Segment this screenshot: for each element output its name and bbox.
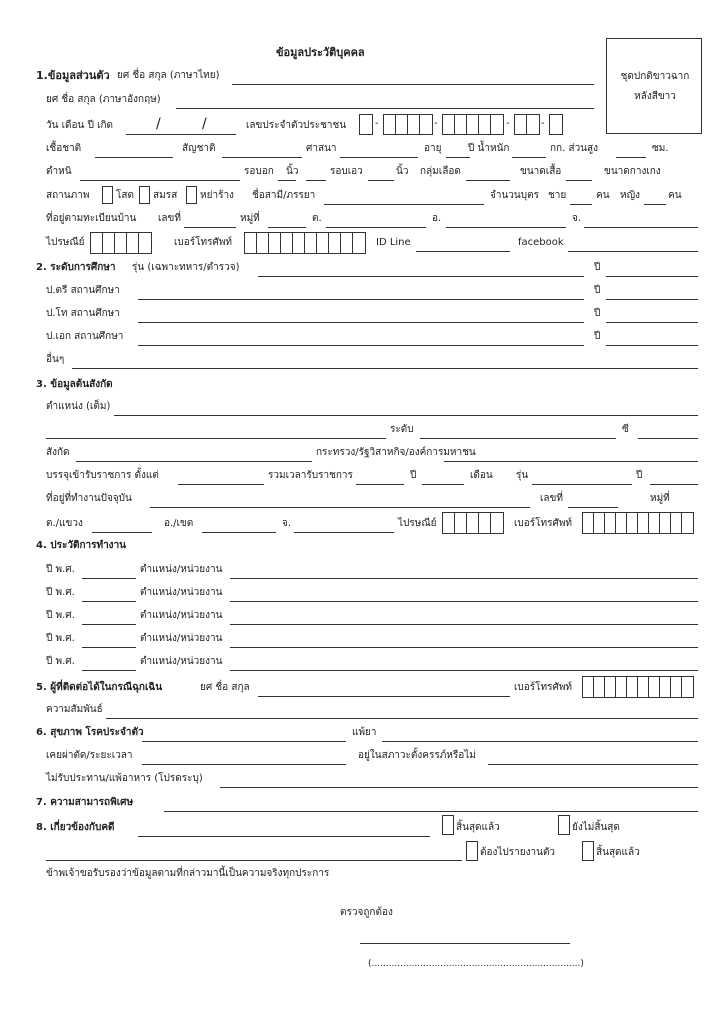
- male-count-field[interactable]: [570, 204, 592, 205]
- case-detail-field[interactable]: [46, 860, 462, 861]
- work-row-year-field[interactable]: [82, 601, 136, 602]
- blood-label: กลุ่มเลือด: [420, 166, 461, 177]
- report-ended-label: สิ้นสุดแล้ว: [596, 847, 640, 858]
- mark-label: ตำหนิ: [46, 166, 72, 177]
- phone-label: เบอร์โทรศัพท์: [174, 237, 233, 248]
- food-label: ไม่รับประทาน/แพ้อาหาร (โปรดระบุ): [46, 773, 203, 784]
- name-th-field[interactable]: [232, 84, 594, 85]
- facebook-field[interactable]: [568, 251, 698, 252]
- class-field[interactable]: [258, 276, 584, 277]
- other-edu-label: อื่นๆ: [46, 354, 65, 365]
- workplace-field[interactable]: [150, 507, 530, 508]
- bachelor-field[interactable]: [138, 299, 584, 300]
- doctor-field[interactable]: [138, 345, 584, 346]
- waist-field[interactable]: [368, 180, 394, 181]
- bachelor-year-field[interactable]: [606, 299, 698, 300]
- work-row-year-label: ปี พ.ศ.: [46, 610, 75, 621]
- photo-box[interactable]: [606, 38, 702, 134]
- postcode-label: ไปรษณีย์: [46, 237, 85, 248]
- level-field[interactable]: [420, 438, 616, 439]
- work-row-year-field[interactable]: [82, 670, 136, 671]
- id-dash-4: -: [541, 118, 545, 129]
- affiliation-label: สังกัด: [46, 447, 70, 458]
- work-tambon-field[interactable]: [92, 532, 152, 533]
- divorced-label: หย่าร้าง: [200, 190, 234, 201]
- pants-label: ขนาดกางเกง: [604, 166, 661, 177]
- master-label: ป.โท สถานศึกษา: [46, 308, 120, 319]
- work-row-pos-label: ตำแหน่ง/หน่วยงาน: [140, 610, 223, 621]
- chest-label: รอบอก: [244, 166, 274, 177]
- master-year-field[interactable]: [606, 322, 698, 323]
- position-label: ตำแหน่ง (เต็ม): [46, 401, 111, 412]
- work-postcode-label: ไปรษณีย์: [398, 518, 437, 529]
- tambon-label: ต.: [312, 213, 322, 224]
- work-province-field[interactable]: [294, 532, 394, 533]
- affiliation-field[interactable]: [76, 461, 312, 462]
- shirt-label: ขนาดเสื้อ: [520, 166, 562, 177]
- appointed-field[interactable]: [178, 484, 264, 485]
- gen-label: รุ่น: [516, 470, 529, 481]
- work-row-pos-label: ตำแหน่ง/หน่วยงาน: [140, 564, 223, 575]
- work-no-label: เลขที่: [540, 493, 563, 504]
- gen-field[interactable]: [532, 484, 632, 485]
- case-ended-checkbox[interactable]: [442, 815, 454, 835]
- c-label: ซี: [622, 424, 629, 435]
- moo-label: หมู่ที่: [240, 213, 260, 224]
- work-postcode-boxes[interactable]: [442, 512, 504, 534]
- female-count-field[interactable]: [644, 204, 666, 205]
- line-id-field[interactable]: [416, 251, 510, 252]
- tambon-field[interactable]: [326, 227, 426, 228]
- work-row-year-field[interactable]: [82, 624, 136, 625]
- total-years-field[interactable]: [356, 484, 404, 485]
- work-row-year-label: ปี พ.ศ.: [46, 564, 75, 575]
- work-row-pos-field[interactable]: [230, 670, 698, 671]
- dob-label: วัน เดือน ปี เกิด: [46, 120, 114, 131]
- spouse-field[interactable]: [324, 204, 484, 205]
- weight-field[interactable]: [512, 157, 546, 158]
- married-checkbox[interactable]: [139, 186, 150, 204]
- allergy-label: แพ้ยา: [352, 727, 377, 738]
- relation-field[interactable]: [106, 718, 698, 719]
- work-amphoe-field[interactable]: [202, 532, 276, 533]
- married-label: สมรส: [153, 190, 178, 201]
- emergency-phone-boxes[interactable]: [582, 676, 694, 698]
- house-no-label: เลขที่: [158, 213, 181, 224]
- province-field[interactable]: [584, 227, 698, 228]
- female-label: หญิง: [620, 190, 640, 201]
- nationality-label: สัญชาติ: [182, 143, 216, 154]
- work-phone-label: เบอร์โทรศัพท์: [514, 518, 573, 529]
- work-row-pos-field[interactable]: [230, 624, 698, 625]
- waist-inch-label: นิ้ว: [396, 166, 409, 177]
- single-checkbox[interactable]: [102, 186, 113, 204]
- case-ended-label: สิ้นสุดแล้ว: [456, 822, 500, 833]
- total-months-field[interactable]: [422, 484, 464, 485]
- surgery-label: เคยผ่าตัด/ระยะเวลา: [46, 750, 133, 761]
- waist-label: รอบเอว: [330, 166, 363, 177]
- female-person-label: คน: [668, 190, 682, 201]
- gen-year-label: ปี: [636, 470, 643, 481]
- pregnant-label: อยู่ในสภาวะตั้งครรภ์หรือไม่: [358, 750, 476, 761]
- case-not-ended-label: ยังไม่สิ้นสุด: [572, 822, 620, 833]
- mark-field[interactable]: [80, 180, 240, 181]
- work-row-year-field[interactable]: [82, 578, 136, 579]
- total-months-label: เดือน: [470, 470, 493, 481]
- class-label: รุ่น (เฉพาะทหาร/ตำรวจ): [132, 262, 240, 273]
- name-en-field[interactable]: [176, 108, 594, 109]
- emergency-name-label: ยศ ชื่อ สกุล: [200, 682, 250, 693]
- work-row-pos-field[interactable]: [230, 578, 698, 579]
- allergy-field[interactable]: [382, 741, 698, 742]
- single-label: โสด: [116, 190, 134, 201]
- work-row-year-label: ปี พ.ศ.: [46, 587, 75, 598]
- pregnant-field[interactable]: [488, 764, 698, 765]
- address-label: ที่อยู่ตามทะเบียนบ้าน: [46, 213, 137, 224]
- id-dash-3: -: [506, 118, 510, 129]
- chest-field[interactable]: [278, 180, 296, 181]
- other-edu-field[interactable]: [72, 368, 698, 369]
- master-field[interactable]: [138, 322, 584, 323]
- work-province-label: จ.: [282, 518, 292, 529]
- work-row-year-label: ปี พ.ศ.: [46, 633, 75, 644]
- c-field[interactable]: [638, 438, 698, 439]
- male-label: ชาย: [548, 190, 567, 201]
- work-moo-label: หมู่ที่: [650, 493, 670, 504]
- disease-field[interactable]: [142, 741, 346, 742]
- section-2-heading: 2. ระดับการศึกษา: [36, 262, 116, 273]
- photo-caption-2: หลังสีขาว: [634, 91, 676, 102]
- doctor-label: ป.เอก สถานศึกษา: [46, 331, 124, 342]
- appointed-label: บรรจุเข้ารับราชการ ตั้งแต่: [46, 470, 159, 481]
- work-row-pos-label: ตำแหน่ง/หน่วยงาน: [140, 656, 223, 667]
- moo-field[interactable]: [268, 227, 306, 228]
- id-digit-1[interactable]: [359, 114, 373, 135]
- ministry-label: กระทรวง/รัฐวิสาหกิจ/องค์การมหาชน: [316, 447, 476, 458]
- amphoe-field[interactable]: [446, 227, 566, 228]
- cm-label: ซม.: [652, 143, 669, 154]
- status-label: สถานภาพ: [46, 190, 90, 201]
- province-label: จ.: [572, 213, 582, 224]
- blood-field[interactable]: [466, 180, 510, 181]
- signature-line[interactable]: [360, 943, 570, 944]
- ministry-field[interactable]: [444, 461, 698, 462]
- section-8-heading: 8. เกี่ยวข้องกับคดี: [36, 822, 115, 833]
- report-label: ต้องไปรายงานตัว: [480, 847, 556, 858]
- doctor-year-label: ปี: [594, 331, 601, 342]
- emergency-phone-label: เบอร์โทรศัพท์: [514, 682, 573, 693]
- facebook-label: facebook: [518, 237, 564, 248]
- section-1-heading: 1.ข้อมูลส่วนตัว: [36, 69, 110, 82]
- work-row-pos-label: ตำแหน่ง/หน่วยงาน: [140, 633, 223, 644]
- work-row-pos-field[interactable]: [230, 647, 698, 648]
- id-digit-13[interactable]: [549, 114, 563, 135]
- skills-field[interactable]: [164, 811, 698, 812]
- phone-boxes[interactable]: [244, 232, 366, 254]
- chest-inch-label: นิ้ว: [286, 166, 299, 177]
- chest-extra-field[interactable]: [306, 180, 326, 181]
- case-field[interactable]: [138, 836, 430, 837]
- postcode-boxes[interactable]: [90, 232, 152, 254]
- form-title: ข้อมูลประวัติบุคคล: [276, 46, 365, 59]
- amphoe-label: อ.: [432, 213, 442, 224]
- spouse-label: ชื่อสามี/ภรรยา: [252, 190, 316, 201]
- declaration-text: ข้าพเจ้าขอรับรองว่าข้อมูลตามที่กล่าวมานี้เป็นความจริงทุกประการ: [46, 868, 330, 879]
- id-digits-2-5[interactable]: [383, 114, 433, 135]
- id-dash-2: -: [434, 118, 438, 129]
- id-label: เลขประจำตัวประชาชน: [246, 120, 347, 131]
- bachelor-year-label: ปี: [594, 285, 601, 296]
- position-field-2[interactable]: [46, 438, 386, 439]
- surgery-field[interactable]: [142, 764, 346, 765]
- height-label: กก. ส่วนสูง: [550, 143, 599, 154]
- line-id-label: ID Line: [376, 237, 411, 248]
- name-en-label: ยศ ชื่อ สกุล (ภาษาอังกฤษ): [46, 94, 161, 105]
- report-ended-checkbox[interactable]: [582, 841, 594, 861]
- height-field[interactable]: [616, 157, 646, 158]
- work-tambon-label: ต./แขวง: [46, 518, 83, 529]
- dob-field[interactable]: [126, 134, 236, 135]
- name-th-label: ยศ ชื่อ สกุล (ภาษาไทย): [117, 70, 220, 81]
- class-year-label: ปี: [594, 262, 601, 273]
- work-amphoe-label: อ./เขต: [164, 518, 194, 529]
- religion-label: ศาสนา: [306, 143, 337, 154]
- male-person-label: คน: [596, 190, 610, 201]
- section-3-heading: 3. ข้อมูลต้นสังกัด: [36, 379, 113, 390]
- id-dash-1: -: [375, 118, 379, 129]
- work-row-year-field[interactable]: [82, 647, 136, 648]
- case-not-ended-checkbox[interactable]: [558, 815, 570, 835]
- gen-year-field[interactable]: [650, 484, 698, 485]
- work-row-year-label: ปี พ.ศ.: [46, 656, 75, 667]
- master-year-label: ปี: [594, 308, 601, 319]
- age-field[interactable]: [446, 157, 470, 158]
- house-no-field[interactable]: [184, 227, 236, 228]
- id-digits-11-12[interactable]: [514, 114, 540, 135]
- id-digits-6-10[interactable]: [442, 114, 504, 135]
- total-service-label: รวมเวลารับราชการ: [268, 470, 353, 481]
- weight-label: ปี น้ำหนัก: [468, 143, 510, 154]
- divorced-checkbox[interactable]: [186, 186, 197, 204]
- level-label: ระดับ: [390, 424, 414, 435]
- work-phone-boxes[interactable]: [582, 512, 694, 534]
- workplace-label: ที่อยู่ที่ทำงานปัจจุบัน: [46, 493, 132, 504]
- dob-slash-1: /: [156, 116, 161, 132]
- report-checkbox[interactable]: [466, 841, 478, 861]
- age-label: อายุ: [424, 143, 442, 154]
- verified-label: ตรวจถูกต้อง: [340, 907, 393, 918]
- emergency-name-field[interactable]: [258, 696, 510, 697]
- relation-label: ความสัมพันธ์: [46, 704, 103, 715]
- children-label: จำนวนบุตร: [490, 190, 539, 201]
- signature-name: (.........................................................................): [368, 959, 584, 969]
- doctor-year-field[interactable]: [606, 345, 698, 346]
- work-row-pos-label: ตำแหน่ง/หน่วยงาน: [140, 587, 223, 598]
- religion-field[interactable]: [340, 157, 418, 158]
- shirt-field[interactable]: [566, 180, 592, 181]
- section-5-heading: 5. ผู้ที่ติดต่อได้ในกรณีฉุกเฉิน: [36, 682, 163, 693]
- position-field[interactable]: [114, 415, 698, 416]
- ethnicity-label: เชื้อชาติ: [46, 143, 82, 154]
- section-6-heading: 6. สุขภาพ โรคประจำตัว: [36, 727, 144, 738]
- bachelor-label: ป.ตรี สถานศึกษา: [46, 285, 120, 296]
- total-years-label: ปี: [410, 470, 417, 481]
- dob-slash-2: /: [202, 116, 207, 132]
- ethnicity-field[interactable]: [95, 157, 173, 158]
- photo-caption-1: ชุดปกติขาวฉาก: [620, 71, 690, 82]
- nationality-field[interactable]: [222, 157, 302, 158]
- section-4-heading: 4. ประวัติการทำงาน: [36, 540, 127, 551]
- food-field[interactable]: [220, 787, 698, 788]
- work-no-field[interactable]: [568, 507, 618, 508]
- class-year-field[interactable]: [606, 276, 698, 277]
- section-7-heading: 7. ความสามารถพิเศษ: [36, 797, 134, 808]
- work-row-pos-field[interactable]: [230, 601, 698, 602]
